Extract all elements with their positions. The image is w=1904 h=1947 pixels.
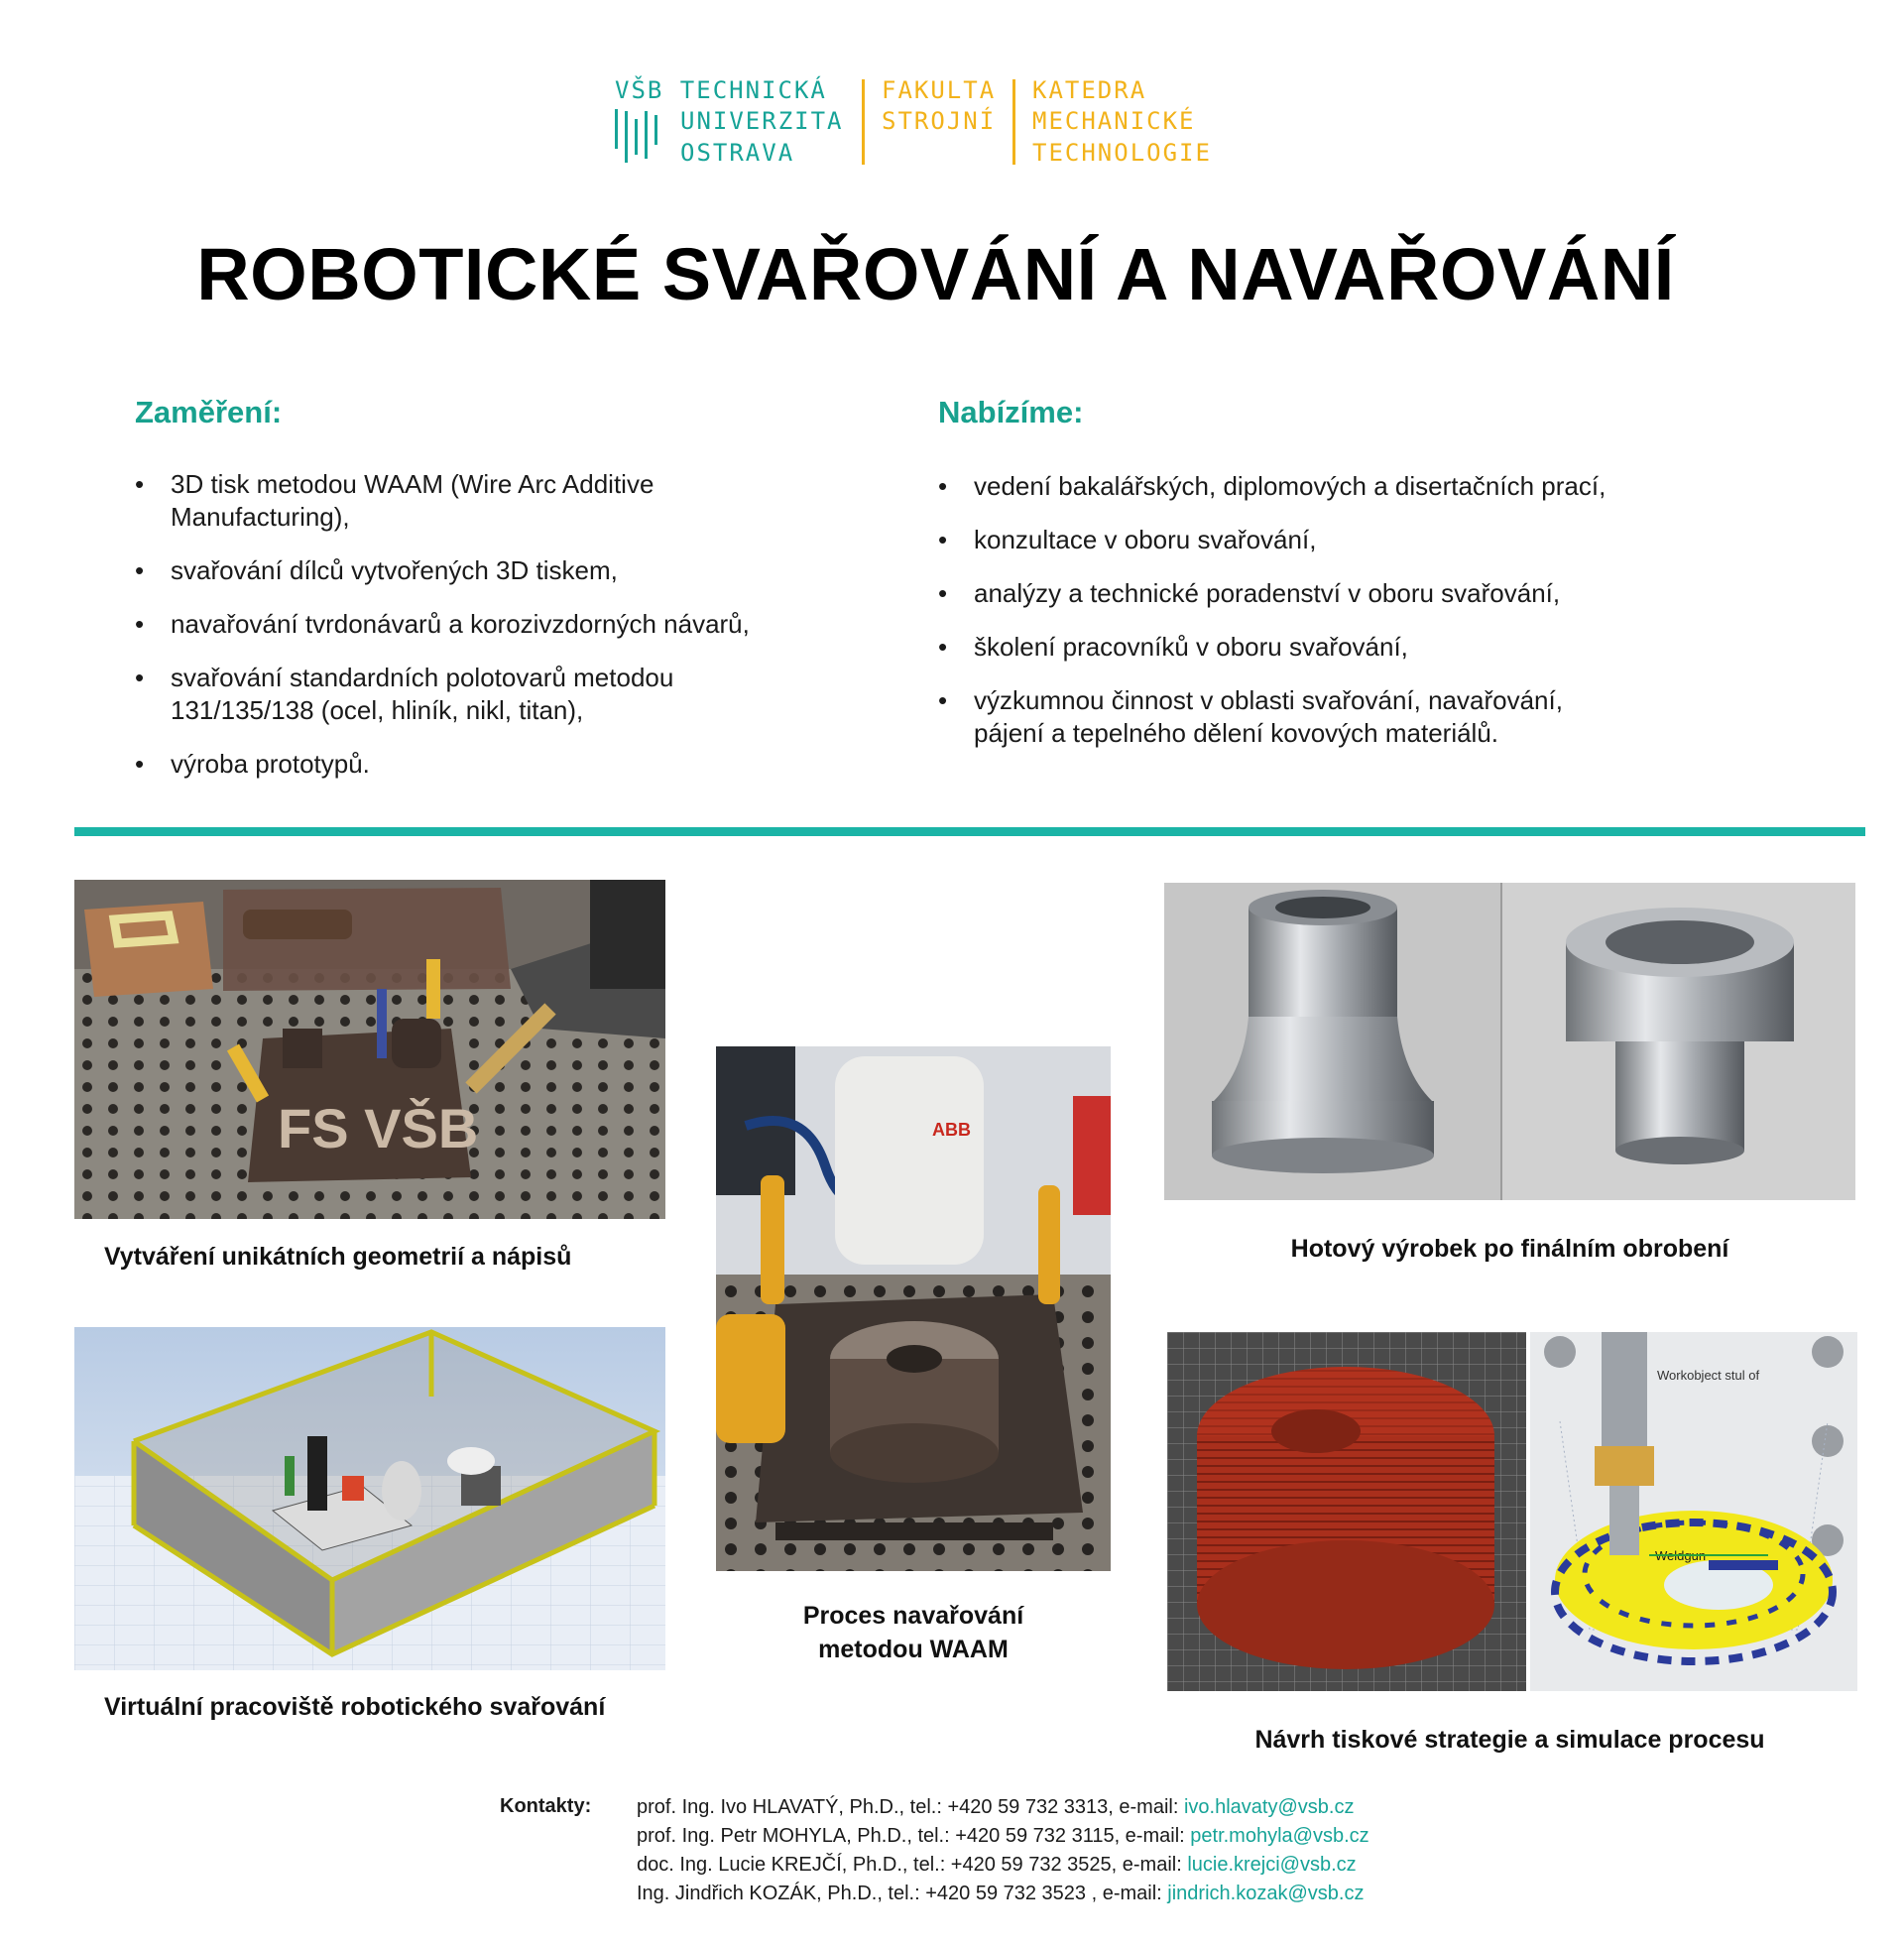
caption-virtual: Virtuální pracoviště robotického svařování bbox=[104, 1693, 606, 1721]
robot-brand-label: ABB bbox=[932, 1120, 971, 1140]
caption-process bbox=[716, 1599, 1111, 1666]
logo-faculty-line-2: STROJNÍ bbox=[882, 107, 997, 135]
list-item: • analýzy a technické poradenství v oboru svařování, bbox=[938, 577, 1652, 610]
contact-row bbox=[637, 1880, 1369, 1908]
workobject-label: Workobject stul of bbox=[1657, 1368, 1760, 1383]
list-item: • vedení bakalářských, diplomových a disertačních prací, bbox=[938, 470, 1652, 503]
waam-process-photo bbox=[716, 1046, 1111, 1571]
list-item: • svařování dílců vytvořených 3D tiskem, bbox=[135, 554, 789, 587]
logo-separator bbox=[862, 79, 865, 165]
welded-text-mark: FS VŠB bbox=[278, 1097, 479, 1159]
logo-department-line-2: MECHANICKÉ bbox=[1032, 107, 1196, 135]
logo-separator bbox=[1012, 79, 1015, 165]
caption-process-line-1: Proces navařování bbox=[802, 1602, 1024, 1630]
section-divider bbox=[74, 827, 1865, 836]
offer-heading: Nabízíme: bbox=[938, 395, 1084, 429]
caption-product: Hotový výrobek po finálním obrobení bbox=[1290, 1235, 1729, 1263]
list-item: • 3D tisk metodou WAAM (Wire Arc Additive Manufacturing), bbox=[135, 468, 789, 534]
contact-row bbox=[637, 1851, 1369, 1880]
list-item: • školení pracovníků v oboru svařování, bbox=[938, 631, 1652, 664]
contact-email-link[interactable]: lucie.krejci@vsb.cz bbox=[1187, 1854, 1357, 1876]
contacts-label: Kontakty: bbox=[500, 1795, 592, 1817]
finished-product-photo bbox=[1164, 883, 1855, 1200]
print-strategy-render bbox=[1167, 1332, 1526, 1691]
contacts-list bbox=[637, 1793, 1369, 1908]
logo-department-line-1: KATEDRA bbox=[1032, 76, 1147, 104]
focus-list bbox=[135, 468, 789, 801]
caption-geometry: Vytváření unikátních geometrií a nápisů bbox=[104, 1243, 572, 1271]
weldgun-label: Weldgun bbox=[1655, 1548, 1707, 1563]
offer-list bbox=[938, 470, 1652, 771]
contact-info: doc. Ing. Lucie KREJČÍ, Ph.D., tel.: +420 59 732 3525, e-mail: bbox=[637, 1854, 1188, 1876]
virtual-workplace-render bbox=[74, 1327, 665, 1670]
contact-email-link[interactable]: jindrich.kozak@vsb.cz bbox=[1167, 1883, 1365, 1904]
contact-info: prof. Ing. Petr MOHYLA, Ph.D., tel.: +420 59 732 3115, e-mail: bbox=[637, 1825, 1191, 1847]
contact-row bbox=[637, 1822, 1369, 1851]
vsb-bars-icon bbox=[615, 105, 658, 163]
focus-heading: Zaměření: bbox=[135, 395, 283, 429]
list-item: • svařování standardních polotovarů metodou 131/135/138 (ocel, hliník, nikl, titan), bbox=[135, 662, 789, 727]
page-title: ROBOTICKÉ SVAŘOVÁNÍ A NAVAŘOVÁNÍ bbox=[196, 233, 1675, 315]
welding-table-photo bbox=[74, 880, 665, 1219]
contact-info: prof. Ing. Ivo HLAVATÝ, Ph.D., tel.: +420 59 732 3313, e-mail: bbox=[637, 1796, 1184, 1818]
logo-faculty-line-1: FAKULTA bbox=[882, 76, 997, 104]
list-item: • konzultace v oboru svařování, bbox=[938, 524, 1652, 556]
caption-process-line-2: metodou WAAM bbox=[818, 1636, 1009, 1663]
list-item: • výzkumnou činnost v oblasti svařování, navařování, pájení a tepelného dělení kovových materiálů. bbox=[938, 684, 1652, 750]
contact-row bbox=[637, 1793, 1369, 1822]
logo-university-line-2: UNIVERZITA bbox=[680, 107, 844, 135]
contact-email-link[interactable]: ivo.hlavaty@vsb.cz bbox=[1183, 1796, 1355, 1818]
list-item: • navařování tvrdonávarů a korozivzdorných návarů, bbox=[135, 608, 789, 641]
logo-department-line-3: TECHNOLOGIE bbox=[1032, 139, 1212, 167]
contact-info: Ing. Jindřich KOZÁK, Ph.D., tel.: +420 59 732 3523 , e-mail: bbox=[637, 1883, 1168, 1904]
list-item: • výroba prototypů. bbox=[135, 748, 789, 781]
process-simulation-render bbox=[1530, 1332, 1857, 1691]
contact-email-link[interactable]: petr.mohyla@vsb.cz bbox=[1190, 1825, 1369, 1847]
caption-strategy: Návrh tiskové strategie a simulace procesu bbox=[1254, 1726, 1765, 1754]
logo-university-line-1: VŠB TECHNICKÁ bbox=[615, 76, 827, 104]
logo-university-line-3: OSTRAVA bbox=[680, 139, 795, 167]
